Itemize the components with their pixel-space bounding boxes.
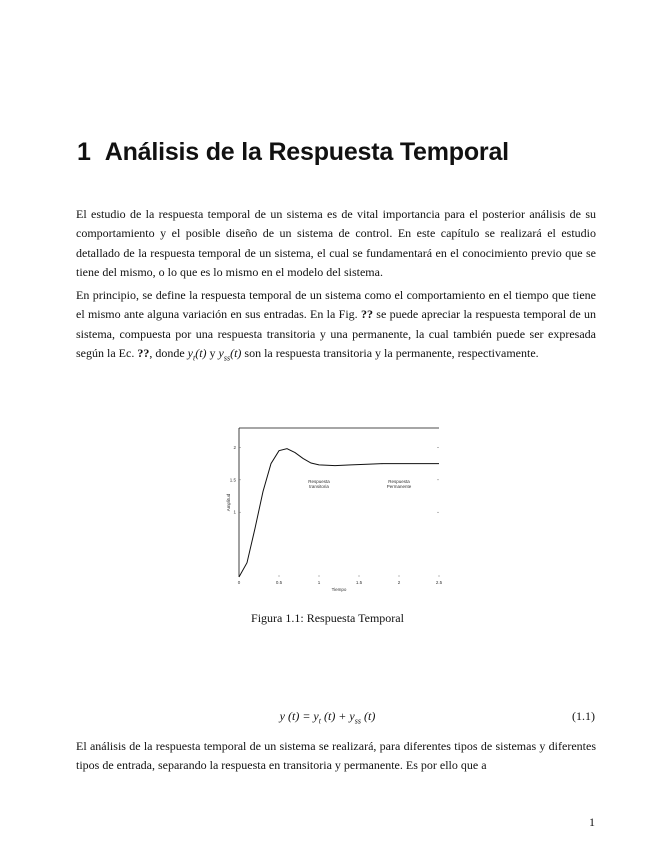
y-tick-label: 2 bbox=[233, 444, 236, 450]
section-title: Análisis de la Respuesta Temporal bbox=[104, 138, 509, 166]
response-chart bbox=[225, 422, 447, 594]
section-heading bbox=[77, 138, 509, 167]
annotation-line-2: transitoria bbox=[309, 484, 329, 490]
paragraph-text: son la respuesta transitoria y la permanente, respectivamente. bbox=[241, 345, 539, 360]
y-tick-label: 1.5 bbox=[229, 477, 236, 483]
x-tick-label: 0 bbox=[237, 580, 241, 585]
equation-number: (1.1) bbox=[572, 709, 595, 723]
annotation-line-1: Respuesta bbox=[308, 479, 330, 485]
x-tick-label: 1 bbox=[317, 580, 321, 585]
paragraph-text: En principio, se define la respuesta temporal de un sistema como el comportamiento en el tiempo que tiene el mismo ante alguna variación en sus entradas. En la Fig. bbox=[76, 288, 596, 322]
paragraph-text: se puede apreciar la respuesta temporal de un sistema, compuesta por una respuesta transitoria y una permanente, la cual también puede ser expresada según la Ec. bbox=[76, 307, 596, 360]
equation-reference: ?? bbox=[137, 345, 150, 360]
equation: y $(t) = y_t$ $(t) + y_{ss}$ (t) bbox=[279, 709, 376, 726]
paragraph-analysis: El análisis de la respuesta temporal de un sistema se realizará, para diferentes tipos de sistemas y diferentes tipos de entrada, separando la respuesta en transitoria y permanente. Es por ello que a bbox=[76, 739, 596, 773]
response-figure bbox=[225, 422, 447, 594]
page-number: 1 bbox=[589, 815, 595, 829]
math-yt: $y_t(t)$ bbox=[187, 345, 207, 363]
x-tick-label: 0.5 bbox=[275, 580, 283, 585]
paragraph-intro: El estudio de la respuesta temporal de un sistema es de vital importancia para el posterior análisis de su comportamiento y el posible diseño de un sistema de control. En este capítulo se realizará el estudio detallado de la respuesta temporal de un sistema, el cual se fundamentará en el conocimiento previo que se tiene del mismo, o lo que es lo mismo en el modelo del sistema. bbox=[76, 207, 596, 279]
paragraph-text: , donde bbox=[149, 345, 188, 360]
x-axis-label: Tiempo bbox=[331, 587, 347, 592]
math-yss: $y_{ss}(t)$ bbox=[218, 345, 242, 363]
section-number: 1 bbox=[77, 138, 91, 166]
annotation-line-1: Respuesta bbox=[388, 479, 410, 485]
x-tick-label: 2 bbox=[397, 580, 401, 585]
response-curve bbox=[239, 449, 439, 577]
y-axis-label: Amplitud bbox=[226, 493, 231, 512]
x-tick-label: 2.5 bbox=[435, 580, 443, 585]
figure-caption: Figura 1.1: Respuesta Temporal bbox=[251, 611, 404, 625]
paragraph-definition bbox=[76, 286, 596, 368]
chart-axes bbox=[239, 428, 439, 577]
y-tick-label: 1 bbox=[233, 509, 236, 515]
annotation-line-2: Permanente bbox=[386, 484, 412, 490]
figure-reference: ?? bbox=[360, 307, 373, 322]
x-tick-label: 1.5 bbox=[355, 580, 363, 585]
paragraph-text: y bbox=[206, 345, 219, 360]
